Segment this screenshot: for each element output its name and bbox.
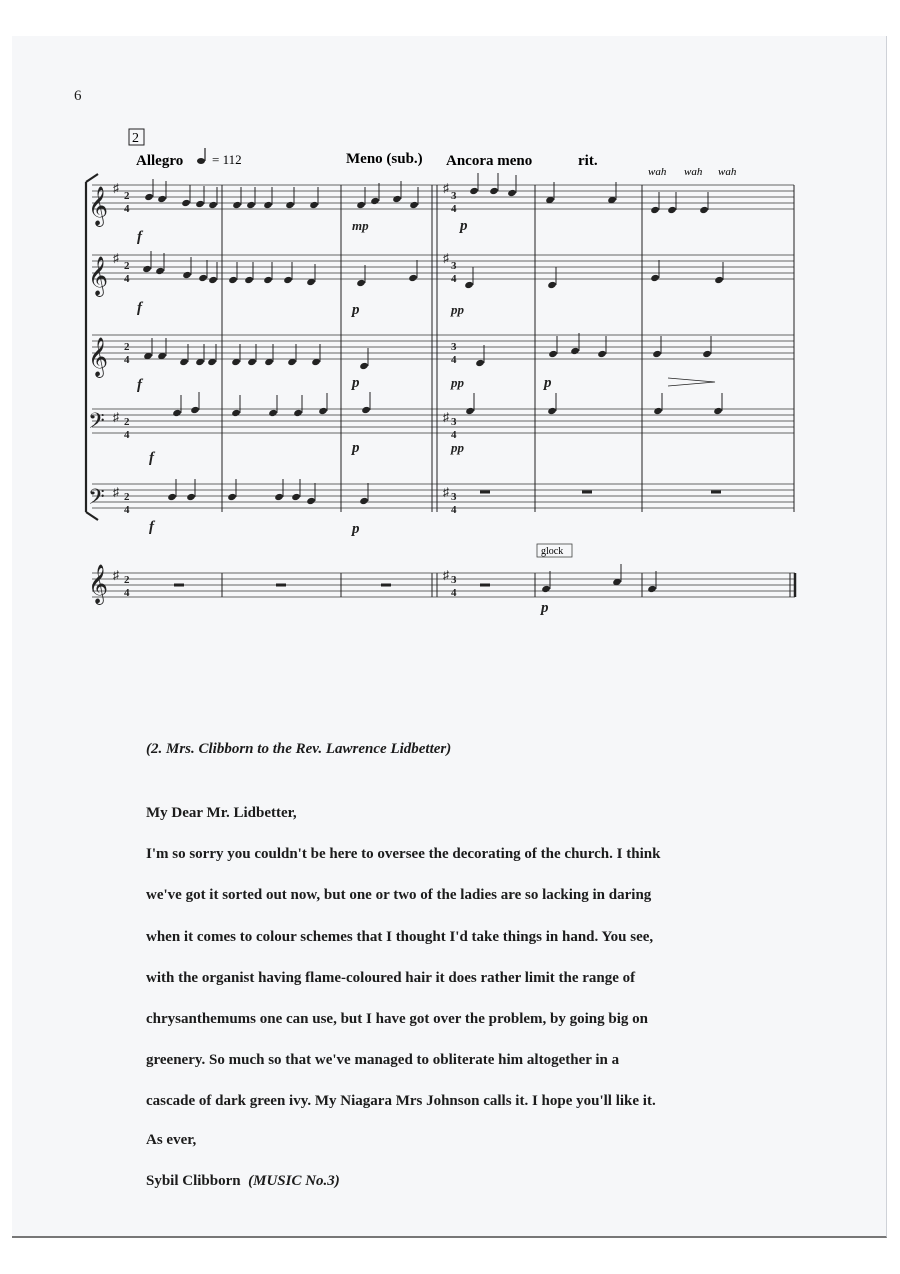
letter-salutation: My Dear Mr. Lidbetter, xyxy=(146,805,297,821)
note-head xyxy=(408,274,418,282)
svg-text:p: p xyxy=(544,375,552,391)
time-signatures xyxy=(124,190,457,599)
note-head xyxy=(309,201,319,209)
svg-text:4: 4 xyxy=(124,587,130,599)
music-reference: (MUSIC No.3) xyxy=(248,1173,340,1189)
note-head xyxy=(699,206,709,214)
direction-meno-sub: Meno (sub.) xyxy=(346,151,423,167)
metronome-mark: = 112 xyxy=(212,152,242,167)
note-head xyxy=(469,187,479,195)
note-head xyxy=(157,195,167,203)
staves-group xyxy=(92,185,795,597)
svg-text:p: p xyxy=(352,302,360,318)
note-head xyxy=(293,409,303,417)
note-head xyxy=(318,407,328,415)
svg-text:mp: mp xyxy=(352,218,369,233)
note-head xyxy=(359,362,369,370)
svg-text:4: 4 xyxy=(451,273,457,285)
svg-text:f: f xyxy=(137,377,142,393)
svg-text:4: 4 xyxy=(451,587,457,599)
svg-text:2: 2 xyxy=(124,341,130,353)
svg-text:pp: pp xyxy=(451,440,464,455)
note-head xyxy=(208,201,218,209)
note-head xyxy=(370,197,380,205)
note-head xyxy=(182,271,192,279)
note-head xyxy=(547,407,557,415)
tempo-marking: Allegro xyxy=(136,153,184,169)
svg-text:♯: ♯ xyxy=(443,568,449,582)
note-head xyxy=(570,347,580,355)
quarter-note-icon xyxy=(197,158,205,164)
note-head xyxy=(361,406,371,414)
svg-text:4: 4 xyxy=(451,504,457,516)
svg-text:4: 4 xyxy=(124,504,130,516)
note-head xyxy=(653,407,663,415)
note-head xyxy=(195,200,205,208)
note-head xyxy=(231,409,241,417)
svg-text:♯: ♯ xyxy=(443,181,449,195)
svg-text:4: 4 xyxy=(451,429,457,441)
note-head xyxy=(548,350,558,358)
note-head xyxy=(155,267,165,275)
lyric-wah-3: wah xyxy=(718,166,737,178)
letter-signature xyxy=(146,1173,340,1190)
svg-text:4: 4 xyxy=(124,429,130,441)
letter-line: cascade of dark green ivy. My Niagara Mrs Johnson calls it. I hope you'll like it. xyxy=(146,1093,656,1109)
svg-text:p: p xyxy=(460,218,468,234)
svg-text:f: f xyxy=(137,300,142,316)
svg-text:2: 2 xyxy=(124,190,130,202)
note-head xyxy=(208,276,218,284)
letter-closing: As ever, xyxy=(146,1132,197,1148)
svg-text:pp: pp xyxy=(451,302,464,317)
note-head xyxy=(228,276,238,284)
note-head xyxy=(142,265,152,273)
note-head xyxy=(713,407,723,415)
note-head xyxy=(647,585,657,593)
treble-clef-icon: 𝄞 xyxy=(88,188,109,225)
treble-clef-icon: 𝄞 xyxy=(88,339,109,376)
decrescendo-hairpin xyxy=(668,378,715,386)
svg-text:p: p xyxy=(541,600,549,616)
note-head xyxy=(465,407,475,415)
letter-line: when it comes to colour schemes that I thought I'd take things in hand. You see, xyxy=(146,929,654,945)
svg-text:♯: ♯ xyxy=(113,485,119,499)
barlines xyxy=(222,185,795,597)
svg-text:3: 3 xyxy=(451,341,457,353)
dynamics xyxy=(137,218,552,616)
svg-text:p: p xyxy=(352,375,360,391)
note-head xyxy=(285,201,295,209)
letter-line: with the organist having flame-coloured hair it does rather limit the range of xyxy=(146,970,636,986)
svg-text:♯: ♯ xyxy=(113,181,119,195)
note-head xyxy=(489,187,499,195)
svg-text:f: f xyxy=(149,450,154,466)
note-head xyxy=(268,409,278,417)
svg-text:f: f xyxy=(137,229,142,245)
note-head xyxy=(244,276,254,284)
note-head xyxy=(186,493,196,501)
lyric-wah-1: wah xyxy=(648,166,667,178)
note-head xyxy=(144,193,154,201)
note-head xyxy=(356,279,366,287)
note-head xyxy=(291,493,301,501)
note-head xyxy=(172,409,182,417)
page-number: 6 xyxy=(74,88,82,104)
note-head xyxy=(507,189,517,197)
letter-line: I'm so sorry you couldn't be here to oversee the decorating of the church. I think xyxy=(146,846,661,862)
note-head xyxy=(464,281,474,289)
note-head xyxy=(392,195,402,203)
svg-text:p: p xyxy=(352,521,360,537)
svg-text:pp: pp xyxy=(451,375,464,390)
svg-text:♯: ♯ xyxy=(443,485,449,499)
note-head xyxy=(190,406,200,414)
svg-text:♯: ♯ xyxy=(113,251,119,265)
note-head xyxy=(198,274,208,282)
letter-line: chrysanthemums one can use, but I have got over the problem, by going big on xyxy=(146,1011,648,1027)
svg-text:♯: ♯ xyxy=(113,568,119,582)
note-head xyxy=(246,201,256,209)
note-head xyxy=(597,350,607,358)
note-head xyxy=(232,201,242,209)
note-head xyxy=(356,201,366,209)
treble-clef-icon: 𝄞 xyxy=(88,258,109,295)
bass-clef-icon: 𝄢 xyxy=(88,485,105,514)
svg-text:2: 2 xyxy=(124,416,130,428)
note-head xyxy=(227,493,237,501)
svg-text:p: p xyxy=(352,440,360,456)
rehearsal-mark: 2 xyxy=(132,131,139,146)
note-head xyxy=(652,350,662,358)
note-head xyxy=(714,276,724,284)
note-head xyxy=(475,359,485,367)
svg-text:f: f xyxy=(149,519,154,535)
note-head xyxy=(547,281,557,289)
clefs xyxy=(88,187,108,605)
letter-line: we've got it sorted out now, but one or two of the ladies are so lacking in daring xyxy=(146,887,652,903)
svg-text:4: 4 xyxy=(124,273,130,285)
svg-text:4: 4 xyxy=(451,354,457,366)
note-head xyxy=(702,350,712,358)
svg-text:♯: ♯ xyxy=(113,410,119,424)
note-head xyxy=(274,493,284,501)
signature-name: Sybil Clibborn xyxy=(146,1173,241,1189)
note-head xyxy=(263,276,273,284)
svg-text:3: 3 xyxy=(451,574,457,586)
svg-text:2: 2 xyxy=(124,574,130,586)
svg-text:2: 2 xyxy=(124,491,130,503)
note-head xyxy=(541,585,551,593)
direction-ancora-meno: Ancora meno xyxy=(446,153,533,169)
note-head xyxy=(409,201,419,209)
key-signatures xyxy=(113,181,449,582)
svg-text:♯: ♯ xyxy=(443,410,449,424)
note-head xyxy=(306,497,316,505)
svg-text:2: 2 xyxy=(124,260,130,272)
notes-group xyxy=(142,173,724,593)
svg-text:4: 4 xyxy=(124,203,130,215)
note-head xyxy=(667,206,677,214)
note-head xyxy=(283,276,293,284)
bass-clef-icon: 𝄢 xyxy=(88,409,105,438)
instrument-label-glock: glock xyxy=(541,546,564,557)
svg-text:♯: ♯ xyxy=(443,251,449,265)
note-head xyxy=(359,497,369,505)
letter-heading: (2. Mrs. Clibborn to the Rev. Lawrence Lidbetter) xyxy=(146,741,452,757)
svg-text:3: 3 xyxy=(451,190,457,202)
treble-clef-icon: 𝄞 xyxy=(88,566,109,603)
note-head xyxy=(263,201,273,209)
note-head xyxy=(650,206,660,214)
note-head xyxy=(167,493,177,501)
letter-line: greenery. So much so that we've managed to obliterate him altogether in a xyxy=(146,1052,620,1068)
svg-text:3: 3 xyxy=(451,416,457,428)
svg-text:3: 3 xyxy=(451,260,457,272)
direction-rit: rit. xyxy=(578,153,598,169)
note-head xyxy=(181,199,191,207)
lyric-wah-2: wah xyxy=(684,166,703,178)
svg-text:4: 4 xyxy=(451,203,457,215)
svg-text:3: 3 xyxy=(451,491,457,503)
svg-text:4: 4 xyxy=(124,354,130,366)
note-head xyxy=(650,274,660,282)
